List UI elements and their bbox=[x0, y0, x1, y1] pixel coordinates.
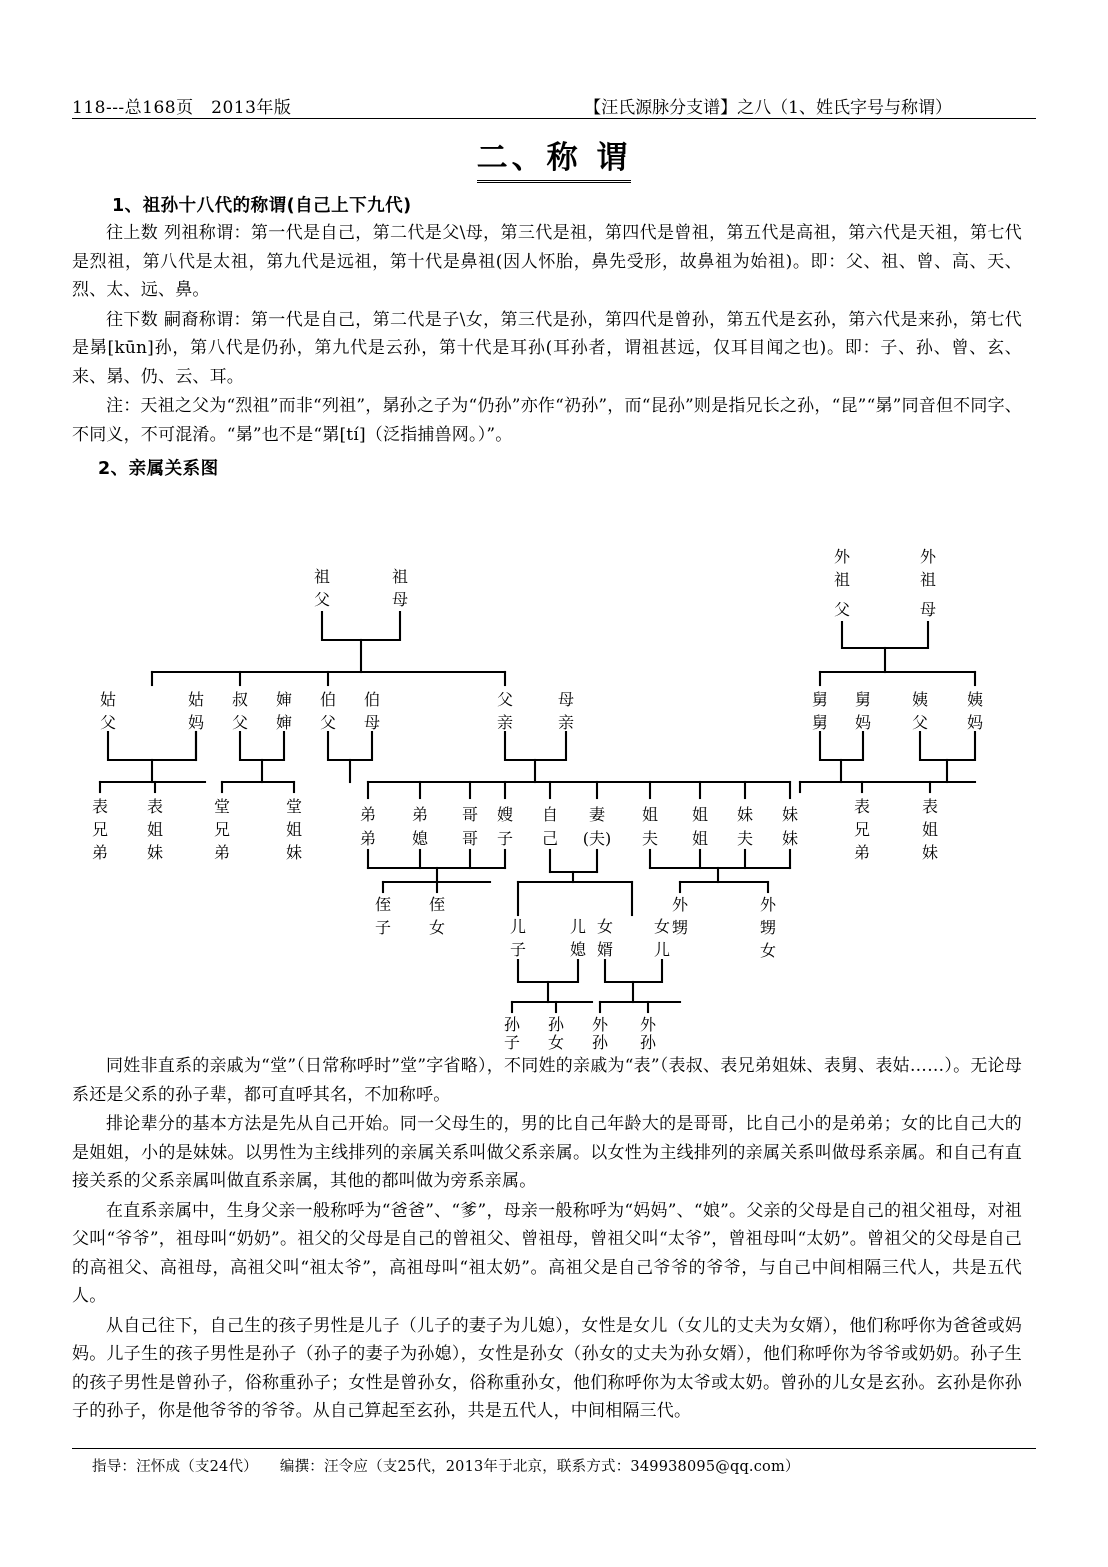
node-saozi-c1: 嫂 bbox=[496, 805, 514, 824]
node-sunzi-c2: 子 bbox=[503, 1033, 521, 1050]
node-bofu-c2: 父 bbox=[319, 713, 337, 732]
kinship-diagram-svg bbox=[0, 520, 1108, 1050]
node-jiujiu-c2: 舅 bbox=[811, 713, 829, 732]
node-fuqin-c2: 亲 bbox=[496, 713, 514, 732]
node-jiefu-c1: 姐 bbox=[641, 805, 659, 824]
node-biaoxiongdi-right-c1: 表 bbox=[853, 797, 871, 816]
node-nver-c2: 儿 bbox=[653, 940, 671, 959]
node-muqin-c1: 母 bbox=[557, 690, 575, 709]
footer-editor-name: 汪令应（支25代，2013年于北京，联系方式：349938095@qq.com） bbox=[323, 1459, 800, 1475]
node-bofu-c1: 伯 bbox=[319, 690, 337, 709]
node-meifu-c2: 夫 bbox=[736, 829, 754, 848]
node-biaoxiongdi-left-c3: 弟 bbox=[91, 843, 109, 862]
section-1-paragraph-1: 往上数 列祖称谓：第一代是自己，第二代是父\母，第三代是祖，第四代是曾祖，第五代是高祖，第六代是天祖，第七代是烈祖，第八代是太祖，第九代是远祖，第十代是鼻祖(因人怀胎，鼻先受形，故鼻祖为始祖)。即：父、祖、曾、高、天、烈、太、远、鼻。 bbox=[72, 223, 1022, 300]
node-gege-c2: 哥 bbox=[461, 829, 479, 848]
node-didi-c2: 弟 bbox=[359, 829, 377, 848]
node-qifu-c1: 妻 bbox=[588, 805, 606, 824]
header-left-text: 118---总168页 2013年版 bbox=[72, 98, 292, 118]
node-biaoxiongdi-left-c2: 兄 bbox=[91, 820, 109, 839]
footer-editor-label: 编撰： bbox=[279, 1459, 324, 1475]
node-jiejie-c1: 姐 bbox=[691, 805, 709, 824]
node-waisun-c1: 外 bbox=[591, 1015, 609, 1034]
node-waizufu-c1: 外 bbox=[833, 547, 851, 566]
node-jiejie-c2: 姐 bbox=[691, 829, 709, 848]
node-biaojiemei-left-c2: 姐 bbox=[146, 820, 164, 839]
node-biaojiemei-left-c3: 妹 bbox=[146, 843, 164, 862]
section-2-paragraph-2: 排论辈分的基本方法是先从自己开始。同一父母生的，男的比自己年龄大的是哥哥，比自己小的是弟弟；女的比自己大的是姐姐，小的是妹妹。以男性为主线排列的亲属关系叫做父系亲属。以女性为主线排列的亲属关系叫做母系亲属。和自己有直接关系的父系亲属叫做直系亲属，其他的都叫做为旁系亲属。 bbox=[72, 1114, 1022, 1191]
node-guma-c1: 姑 bbox=[187, 690, 205, 709]
node-nver-c1: 女 bbox=[653, 917, 671, 936]
node-zumu-c2: 母 bbox=[391, 590, 409, 609]
node-nvxu-c1: 女 bbox=[596, 917, 614, 936]
section-1-heading: 1、祖孙十八代的称谓(自己上下九代) bbox=[112, 196, 412, 216]
node-waisun-c2: 孙 bbox=[591, 1033, 609, 1050]
node-guma-c2: 妈 bbox=[187, 713, 205, 732]
node-shenshen-c2: 婶 bbox=[275, 713, 293, 732]
node-waizumu-c1: 外 bbox=[919, 547, 937, 566]
node-saozi-c2: 子 bbox=[496, 829, 514, 848]
diagram-connectors bbox=[100, 612, 975, 1012]
node-qifu-c2: (夫) bbox=[582, 829, 612, 848]
node-waizumu-c3: 母 bbox=[919, 600, 937, 619]
node-fuqin-c1: 父 bbox=[496, 690, 514, 709]
node-waisunnv-c2: 孙 bbox=[639, 1033, 657, 1050]
node-waisunnv-c1: 外 bbox=[639, 1015, 657, 1034]
node-dixi-c1: 弟 bbox=[411, 805, 429, 824]
node-biaojiemei-right-c1: 表 bbox=[921, 797, 939, 816]
node-jiuma-c1: 舅 bbox=[854, 690, 872, 709]
node-yima-c1: 姨 bbox=[966, 690, 984, 709]
node-waishengnv-c1: 外 bbox=[759, 895, 777, 914]
diagram-generation-1 bbox=[314, 547, 937, 619]
section-1-note: 注：天祖之父为“烈祖”而非“列祖”，晜孙之子为“仍孙”亦作“礽孙”，而“昆孙”则是指兄长之孙，“昆”“晜”同音但不同字、不同义，不可混淆。“晜”也不是“罤[tí]（泛指捕兽网。）”。 bbox=[72, 396, 1022, 445]
footer-divider bbox=[72, 1448, 1036, 1449]
diagram-generation-5 bbox=[504, 1015, 657, 1050]
node-gufu-c1: 姑 bbox=[99, 690, 117, 709]
footer-advisor-name: 汪怀成（支24代） bbox=[136, 1459, 258, 1475]
section-2-paragraph-4: 从自己往下，自己生的孩子男性是儿子（儿子的妻子为儿媳），女性是女儿（女儿的丈夫为女婿），他们称呼你为爸爸或妈妈。儿子生的孩子男性是孙子（孙子的妻子为孙媳），女性是孙女（孙女的丈夫为孙女婿），他们称呼你为爷爷或奶奶。孙子生的孩子男性是曾孙子，俗称重孙子；女性是曾孙女，俗称重孙女，他们称呼你为太爷或太奶。曾孙的儿女是玄孙。玄孙是你孙子的孙子，你是他爷爷的爷爷。从自己算起至玄孙，共是五代人，中间相隔三代。 bbox=[72, 1315, 1022, 1421]
node-waizufu-c2: 祖 bbox=[833, 570, 851, 589]
page-header bbox=[72, 84, 1036, 118]
kinship-diagram bbox=[0, 520, 1108, 1050]
node-jiefu-c2: 夫 bbox=[641, 829, 659, 848]
node-jiujiu-c1: 舅 bbox=[811, 690, 829, 709]
node-biaoxiongdi-right-c2: 兄 bbox=[853, 820, 871, 839]
node-zhizi-c1: 侄 bbox=[374, 895, 392, 914]
page-title-wrap bbox=[0, 132, 1108, 183]
node-waishengnv-c2: 甥 bbox=[759, 918, 777, 937]
node-sunnv-c2: 女 bbox=[547, 1033, 565, 1050]
node-tangjiemei-c1: 堂 bbox=[285, 797, 303, 816]
page-footer bbox=[92, 1455, 1056, 1476]
node-waisheng-c2: 甥 bbox=[671, 918, 689, 937]
node-jiuma-c2: 妈 bbox=[854, 713, 872, 732]
node-gufu-c2: 父 bbox=[99, 713, 117, 732]
node-erzi-c1: 儿 bbox=[509, 917, 527, 936]
node-sunnv-c1: 孙 bbox=[547, 1015, 565, 1034]
node-gege-c1: 哥 bbox=[461, 805, 479, 824]
node-yima-c2: 妈 bbox=[966, 713, 984, 732]
header-divider bbox=[72, 118, 1036, 119]
node-waishengnv-c3: 女 bbox=[759, 941, 777, 960]
footer-advisor-label: 指导： bbox=[92, 1459, 137, 1475]
node-erxi-c1: 儿 bbox=[569, 917, 587, 936]
node-muqin-c2: 亲 bbox=[557, 713, 575, 732]
node-waizufu-c3: 父 bbox=[833, 600, 851, 619]
node-biaoxiongdi-left-c1: 表 bbox=[91, 797, 109, 816]
diagram-generation-3 bbox=[92, 797, 938, 862]
node-yifu-c2: 父 bbox=[911, 713, 929, 732]
node-tangjiemei-c2: 姐 bbox=[285, 820, 303, 839]
node-yifu-c1: 姨 bbox=[911, 690, 929, 709]
node-biaojiemei-right-c3: 妹 bbox=[921, 843, 939, 862]
node-shenshen-c1: 婶 bbox=[275, 690, 293, 709]
node-waisheng-c1: 外 bbox=[671, 895, 689, 914]
node-didi-c1: 弟 bbox=[359, 805, 377, 824]
node-sunzi-c1: 孙 bbox=[503, 1015, 521, 1034]
page-title: 二、称 谓 bbox=[477, 132, 632, 183]
node-waizumu-c2: 祖 bbox=[919, 570, 937, 589]
node-biaoxiongdi-right-c3: 弟 bbox=[853, 843, 871, 862]
node-dixi-c2: 媳 bbox=[411, 829, 429, 848]
node-meimei-c2: 妹 bbox=[781, 829, 799, 848]
node-biaojiemei-right-c2: 姐 bbox=[921, 820, 939, 839]
node-zhinv-c1: 侄 bbox=[428, 895, 446, 914]
diagram-generation-4 bbox=[375, 895, 777, 960]
node-biaojiemei-left-c1: 表 bbox=[146, 797, 164, 816]
node-zhizi-c2: 子 bbox=[374, 918, 392, 937]
node-zhinv-c2: 女 bbox=[428, 918, 446, 937]
node-zumu-c1: 祖 bbox=[391, 567, 409, 586]
diagram-generation-2 bbox=[100, 690, 983, 732]
node-bomu-c1: 伯 bbox=[363, 690, 381, 709]
node-tangxiongdi-c3: 弟 bbox=[213, 843, 231, 862]
header-right-text: 【汪氏源脉分支谱】之八（1、姓氏字号与称谓） bbox=[584, 98, 952, 118]
node-ziji-c2: 己 bbox=[541, 829, 559, 848]
section-2-paragraph-1: 同姓非直系的亲戚为“堂”（日常称呼时”堂”字省略），不同姓的亲戚为“表”（表叔、表兄弟姐妹、表舅、表姑……）。无论母系还是父系的孙子辈，都可直呼其名，不加称呼。 bbox=[72, 1056, 1022, 1105]
node-zufu-c1: 祖 bbox=[313, 567, 331, 586]
section-2-paragraph-3: 在直系亲属中，生身父亲一般称呼为“爸爸”、“爹”，母亲一般称呼为“妈妈”、“娘”。父亲的父母是自己的祖父祖母，对祖父叫“爷爷”，祖母叫“奶奶”。祖父的父母是自己的曾祖父、曾祖母，曾祖父叫“太爷”，曾祖母叫“太奶”。曾祖父的父母是自己的高祖父、高祖母，高祖父叫“祖太爷”，高祖母叫“祖太奶”。高祖父是自己爷爷的爷爷，与自己中间相隔三代人，共是五代人。 bbox=[72, 1200, 1022, 1306]
node-tangxiongdi-c2: 兄 bbox=[213, 820, 231, 839]
node-shufu-c2: 父 bbox=[231, 713, 249, 732]
body-text-top bbox=[72, 192, 1022, 480]
node-meimei-c1: 妹 bbox=[781, 805, 799, 824]
node-tangxiongdi-c1: 堂 bbox=[213, 797, 231, 816]
body-text-bottom bbox=[72, 1052, 1022, 1427]
node-shufu-c1: 叔 bbox=[231, 690, 249, 709]
node-erzi-c2: 子 bbox=[509, 940, 527, 959]
node-tangjiemei-c3: 妹 bbox=[285, 843, 303, 862]
node-bomu-c2: 母 bbox=[363, 713, 381, 732]
node-ziji-c1: 自 bbox=[541, 805, 559, 824]
node-zufu-c2: 父 bbox=[313, 590, 331, 609]
node-erxi-c2: 媳 bbox=[569, 940, 587, 959]
node-meifu-c1: 妹 bbox=[736, 805, 754, 824]
section-1-paragraph-2: 往下数 嗣裔称谓：第一代是自己，第二代是子\女，第三代是孙，第四代是曾孙，第五代是玄孙，第六代是来孙，第七代是晜[kūn]孙，第八代是仍孙，第九代是云孙，第十代是耳孙(耳孙者，谓祖甚远，仅耳目闻之也)。即：子、孙、曾、玄、来、晜、仍、云、耳。 bbox=[72, 309, 1022, 387]
section-2-heading: 2、亲属关系图 bbox=[98, 459, 219, 479]
node-nvxu-c2: 婿 bbox=[596, 940, 614, 959]
